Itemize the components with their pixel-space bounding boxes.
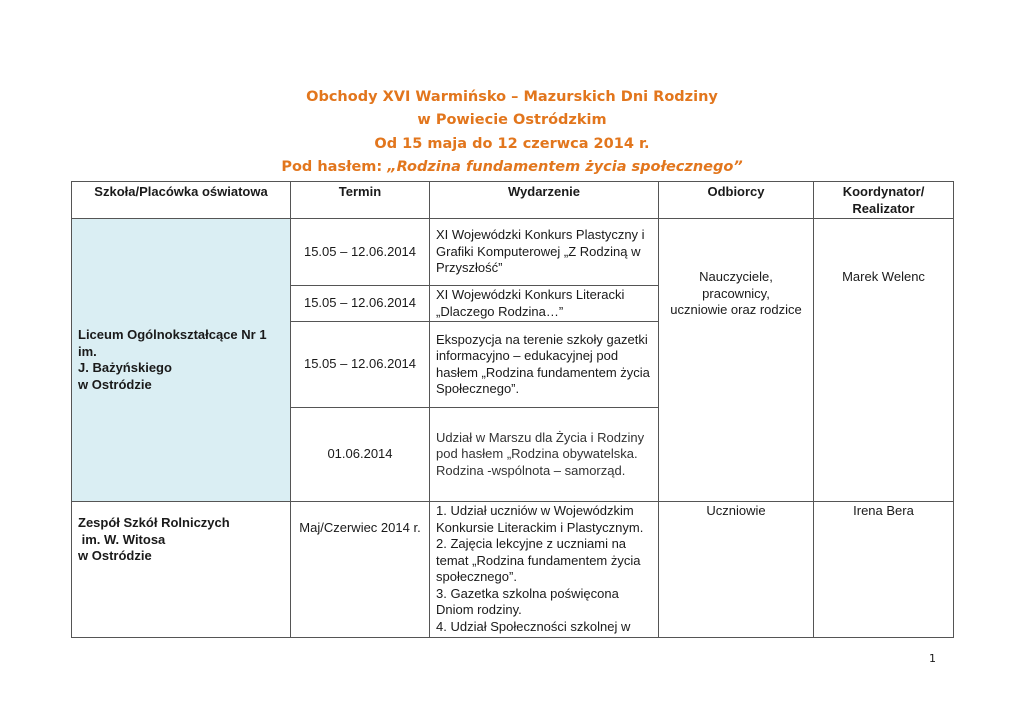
motto-prefix: Pod hasłem:: [281, 159, 388, 175]
event-description: 1. Udział uczniów w Wojewódzkim Konkursie Literackim i Plastycznym. 2. Zajęcia lekcyjne z uczniami na temat „Rodzina fundamentem życia społecznego”. 3. Gazetka szkolna poświęcona Dniom rodziny. 4. Udział Społeczności szkolnej w: [430, 502, 659, 638]
school-name: Zespół Szkół Rolniczych im. W. Witosa w Ostródzie: [72, 502, 291, 638]
coordinator: Irena Bera: [814, 502, 954, 638]
table-row: [72, 219, 954, 286]
school-name: Liceum Ogólnokształcące Nr 1 im. J. Bażyńskiego w Ostródzie: [72, 219, 291, 502]
table-row: [72, 502, 954, 638]
col-header-audience: Odbiorcy: [659, 182, 814, 219]
event-description: Udział w Marszu dla Życia i Rodziny pod hasłem „Rodzina obywatelska. Rodzina -wspólnota – samorząd.: [430, 408, 659, 502]
event-term: 15.05 – 12.06.2014: [291, 286, 430, 322]
event-description: XI Wojewódzki Konkurs Literacki „Dlaczego Rodzina…”: [430, 286, 659, 322]
events-table: [71, 181, 954, 638]
event-term: 15.05 – 12.06.2014: [291, 322, 430, 408]
document-subtitle-county: w Powiecie Ostródzkim: [417, 112, 607, 128]
coordinator: Marek Welenc: [814, 219, 954, 502]
motto-text: „Rodzina fundamentem życia społecznego”: [387, 159, 743, 175]
audience: Uczniowie: [659, 502, 814, 638]
event-term: Maj/Czerwiec 2014 r.: [291, 502, 430, 638]
document-motto: [0, 160, 1024, 175]
col-header-school: Szkoła/Placówka oświatowa: [72, 182, 291, 219]
table-header-row: [72, 182, 954, 219]
event-term: 01.06.2014: [291, 408, 430, 502]
page-number: 1: [929, 652, 936, 665]
audience: Nauczyciele, pracownicy, uczniowie oraz rodzice: [659, 219, 814, 502]
event-term: 15.05 – 12.06.2014: [291, 219, 430, 286]
col-header-term: Termin: [291, 182, 430, 219]
document-title: Obchody XVI Warmińsko – Mazurskich Dni Rodziny: [306, 89, 718, 105]
col-header-event: Wydarzenie: [430, 182, 659, 219]
event-description: Ekspozycja na terenie szkoły gazetki informacyjno – edukacyjnej pod hasłem „Rodzina fundamentem życia Społecznego”.: [430, 322, 659, 408]
event-description: XI Wojewódzki Konkurs Plastyczny i Grafiki Komputerowej „Z Rodziną w Przyszłość”: [430, 219, 659, 286]
document-subtitle-dates: Od 15 maja do 12 czerwca 2014 r.: [374, 136, 650, 152]
col-header-coordinator: Koordynator/ Realizator: [814, 182, 954, 219]
